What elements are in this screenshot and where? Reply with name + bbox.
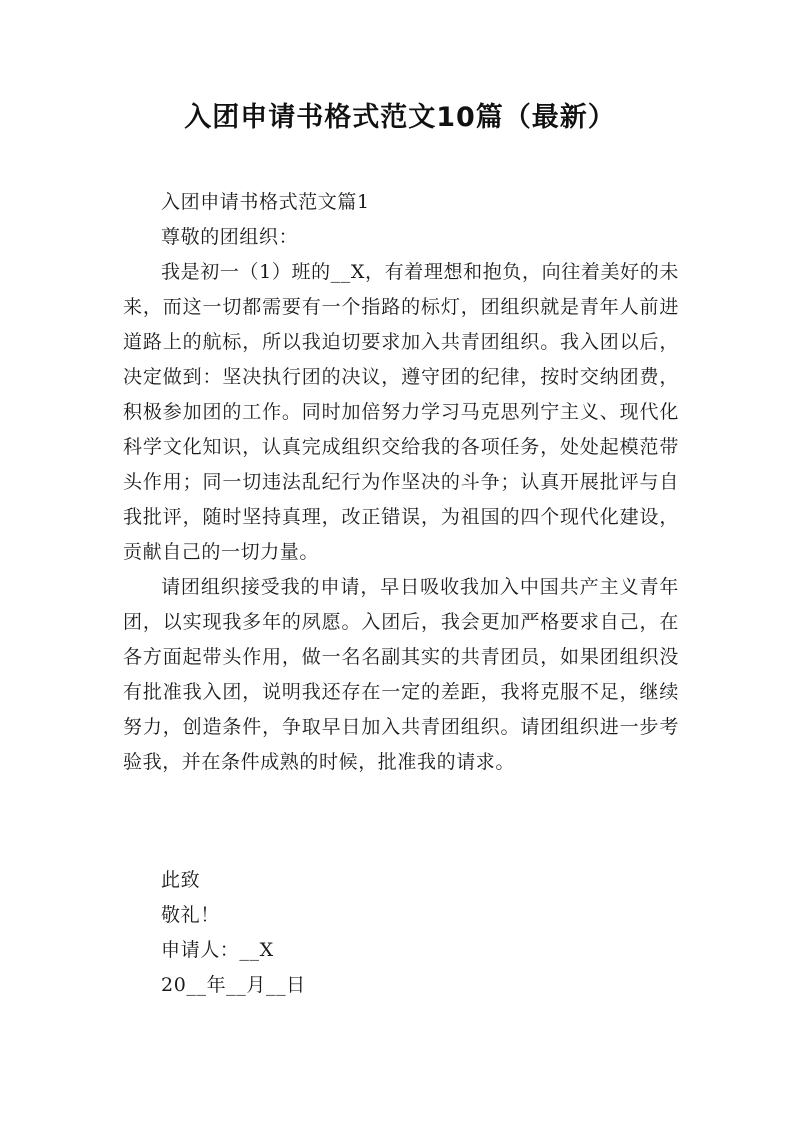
closing-line-1: 此致 [161,869,201,891]
document-title: 入团申请书格式范文10篇（最新） [184,102,616,133]
section-heading: 入团申请书格式范文篇1 [161,191,370,213]
applicant-line: 申请人：__X [161,939,274,961]
signature-block [123,863,679,1003]
paragraph-1: 我是初一（1）班的__X，有着理想和抱负，向往着美好的未来，而这一切都需要有一个指路的标灯，团组织就是青年人前进道路上的航标，所以我迫切要求加入共青团组织。我入团以后，决定做到：坚决执行团的决议，遵守团的纪律，按时交纳团费，积极参加团的工作。同时加倍努力学习马克思列宁主义、现代化科学文化知识，认真完成组织交给我的各项任务，处处起模范带头作用；同一切违法乱纪行为作坚决的斗争；认真开展批评与自我批评，随时坚持真理，改正错误，为祖国的四个现代化建设，贡献自己的一切力量。 [123,261,679,563]
closing-line-2: 敬礼！ [161,904,220,926]
date-line: 20__年__月__日 [161,974,306,996]
document-body [123,185,679,780]
salutation: 尊敬的团组织： [161,226,299,248]
paragraph-2: 请团组织接受我的申请，早日吸收我加入中国共产主义青年团，以实现我多年的夙愿。入团后，我会更加严格要求自己，在各方面起带头作用，做一名名副其实的共青团员，如果团组织没有批准我入团，说明我还存在一定的差距，我将克服不足，继续努力，创造条件，争取早日加入共青团组织。请团组织进一步考验我，并在条件成熟的时候，批准我的请求。 [123,576,679,773]
